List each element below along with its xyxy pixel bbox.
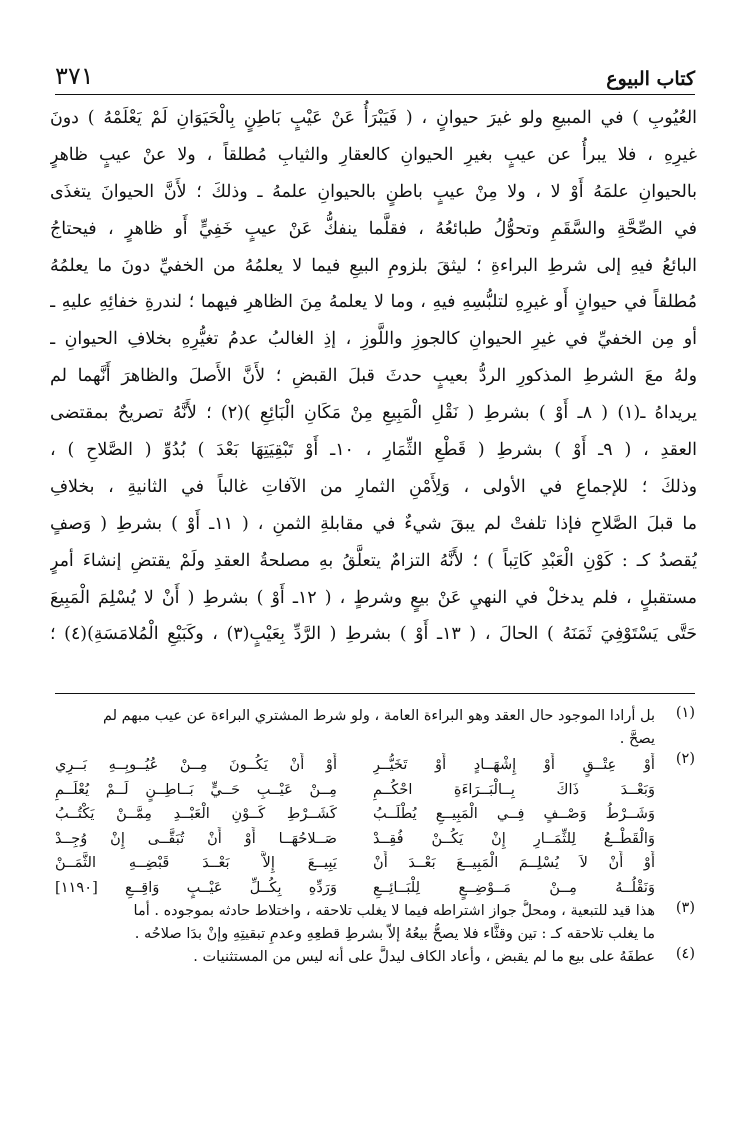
body-line: حَتَّى يَسْتَوْفِيَ ثَمَنَهُ ) الحالَ ، ( ١٣ـ أَوْ ) بشرطِ ( الرَّدِّ بِعَيْبٍ(٣) ، وكَبَيْعِ الْمُلامَسَةِ)(٤) ؛ bbox=[50, 624, 697, 645]
footnote-line: ما يغلب تلاحقه كـ : تين وقثَّاء فلا يصحُّ بيعُهُ إلاَّ بشرطِ قطعِهِ وعدمِ تبقيتِهِ وإنْ بدَا صلاحُه . bbox=[134, 926, 655, 942]
verse-second-hemistich: صَــلاحُهَــا أَوْ أَنْ تُبَقَّــى إِنْ وُجِــدْ bbox=[55, 829, 337, 847]
footnote-line: يصحَّ . bbox=[619, 731, 655, 747]
running-header bbox=[55, 50, 695, 90]
verse-row bbox=[55, 827, 655, 852]
body-line: بالحيوانِ علمَهُ أَوْ لا ، ولا مِنْ عيبٍ باطنٍ بالحيوانِ علمهُ ـ وذلكَ ؛ لأَنَّ الحيوانَ يتغذَى bbox=[50, 181, 697, 202]
body-line: البائعُ فيهِ إلى شرطِ البراءةِ ؛ ليثقَ بلزومِ البيعِ فيما لا يعلمُهُ من الخفيِّ دونَ ما يعلمُهُ bbox=[50, 255, 697, 276]
verse-block bbox=[55, 753, 655, 900]
body-line: العُيُوبِ ) في المبيعِ ولو غيرَ حيوانٍ ، ( فَيَبْرَأُ عَنْ عَيْبٍ بَاطِنٍ بِالْحَيَوَانِ لَمْ يَعْلَمْهُ ) دونَ bbox=[50, 108, 697, 128]
verse-first-hemistich: وَشَــرْطُ وَصْــفٍ فِــي الْمَبِيــعِ يُطْلَــبُ bbox=[373, 805, 655, 822]
chapter-title: كتاب البيوع bbox=[606, 68, 695, 90]
footnote-line: بل أرادا الموجود حال العقد وهو البراءة العامة ، ولو شرط المشتري البراءة عن عيب مبهم لم bbox=[102, 708, 655, 724]
footnote-4 bbox=[55, 946, 695, 969]
body-line: أو مِن الخفيِّ في غيرِ الحيوانِ كالجوزِ واللَّوزِ ، إذِ الغالبُ عدمُ تغيُّرِهِ بخلافِ الحيوانِ ـ bbox=[50, 329, 697, 350]
verse-row bbox=[55, 876, 655, 901]
body-line: غيرِهِ ، فلا يبرأُ عن عيبٍ بغيرِ الحيوانِ كالعقارِ والثيابِ مُطلقاً ، ولا عنْ عيبٍ ظاهرٍ bbox=[50, 144, 697, 165]
footnotes bbox=[55, 705, 695, 969]
body-line: وذلكَ ؛ للإجماعِ في الأولى ، وَلِأَمْنِ الثمارِ من الآفاتِ غالباً في الثانيةِ ، بخلافِ bbox=[50, 476, 697, 497]
footnote-marker: (٤) bbox=[675, 946, 695, 962]
footnote-divider bbox=[55, 693, 695, 694]
verse-first-hemistich: وَنَقْلُــهُ مِــنْ مَــوْضِــعٍ لِلْبَــائِــعِ bbox=[373, 878, 655, 896]
footnote-2 bbox=[55, 751, 695, 900]
body-line: في الصِّحَّةِ والسَّقَمِ وتحوُّلُ طبائعُهُ ، فقلَّما ينفكُّ عَنْ عيبٍ خَفِيٍّ أَو ظاهرٍ ، فيحتاجُ bbox=[50, 218, 697, 239]
body-line: ولهُ معَ الشرطِ المذكورِ الردُّ بعيبٍ حدثَ قبلَ القبضِ ؛ لأَنَّ الأَصلَ والظاهرَ أَنَّهما لم bbox=[50, 366, 697, 387]
verse-second-hemistich: وَرَدِّهِ بِكُــلِّ عَيْــبٍ وَاقِــعِ [١١٩٠] bbox=[55, 878, 337, 896]
verse-row bbox=[55, 778, 655, 803]
verse-first-hemistich: أَوْ أَنْ لاَ يُسْلِــمَ الْمَبِيــعَ بَعْــدَ أَنْ bbox=[373, 854, 655, 871]
verse-second-hemistich: مِــنْ عَيْــبِ حَــيٍّ بَــاطِــنٍ لَــمْ يُعْلَــمِ bbox=[55, 780, 337, 798]
body-line: يُقصدُ كـ : كَوْنِ الْعَبْدِ كَاتِباً ) ؛ لأَنَّهُ التزامٌ يتعلَّقُ بهِ مصلحةُ العقدِ ولَمْ يقتضِ إنشاءَ أمرٍ bbox=[50, 550, 697, 571]
verse-second-hemistich: أَوْ أَنْ يَكُــونَ مِــنْ عُيُــوبِــهِ بَــرِي bbox=[55, 756, 337, 773]
verse-row bbox=[55, 802, 655, 827]
verse-second-hemistich: كَشَــرْطِ كَــوْنِ الْعَبْــدِ مِمَّــنْ يَكْتُــبُ bbox=[55, 805, 337, 822]
body-line: يريداهُ ـ(١) ( ٨ـ أَوْ ) بشرطِ ( نَقْلِ الْمَبِيعِ مِنْ مَكَانِ الْبَائِعِ )(٢) ؛ لأَنَّهُ تصريحٌ بمقتضى bbox=[50, 403, 697, 424]
main-text bbox=[50, 100, 697, 653]
verse-first-hemistich: وَالْقَطْــعُ لِلثِّمَــارِ إِنْ يَكُــنْ فُقِــدْ bbox=[373, 829, 655, 847]
footnote-1 bbox=[55, 705, 695, 751]
verse-first-hemistich: أَوْ عِتْــقٍ أَوْ إِشْهَــادٍ أَوْ تَخَيُّــرِ bbox=[373, 756, 655, 773]
page-number: ٣٧١ bbox=[55, 62, 94, 90]
header-divider bbox=[55, 94, 695, 95]
verse-row bbox=[55, 753, 655, 778]
verse-row bbox=[55, 851, 655, 876]
body-line: مُطلقاً في حيوانٍ أَو غيرِهِ لتلبُّسِهِ فيهِ ، وما لا يعلمهُ مِنَ الظاهرِ فيهما ؛ لندرةِ خفائِهِ عليهِ ـ bbox=[50, 292, 697, 313]
verse-first-hemistich: وَبَعْــدَ ذَاكَ بِــالْبَــرَاءَةِ احْكُــمِ bbox=[373, 780, 655, 798]
footnote-marker: (٢) bbox=[675, 751, 695, 767]
body-line: مستقبلٍ ، فلم يدخلْ في النهيِ عَنْ بيعٍ وشرطٍ ، ( ١٢ـ أَوْ ) بشرطِ ( أَنْ لا يُسْلِمَ الْمَبِيعَ bbox=[50, 587, 697, 608]
body-line: العقدِ ، ( ٩ـ أَوْ ) بشرطِ ( قَطْعِ الثِّمَارِ ، ١٠ـ أَوْ تَبْقِيَتِهَا بَعْدَ ) بُدُوِّ ( الصَّلاحِ ) ، bbox=[50, 440, 697, 461]
footnote-line: هذا قيد للتبعية ، ومحلُّ جواز اشتراطه فيما لا يغلب تلاحقه ، واختلاط حادثه بموجوده . أما bbox=[133, 903, 655, 919]
verse-second-hemistich: يَبِيــعَ إِلاَّ بَعْــدَ قَبْضِــهِ الثَّمَــنْ bbox=[55, 854, 337, 871]
footnote-line: عطفَهُ على بيع ما لم يقبض ، وأعاد الكاف ليدلَّ على أنه ليس من المستثنيات . bbox=[193, 949, 655, 965]
footnote-marker: (٣) bbox=[675, 900, 695, 916]
body-line: ما قبلَ الصَّلاحِ فإذا تلفتْ لم يبقَ شيءٌ في مقابلةِ الثمنِ ، ( ١١ـ أَوْ ) بشرطِ ( وَصفٍ bbox=[50, 513, 697, 534]
footnote-3 bbox=[55, 900, 695, 946]
footnote-marker: (١) bbox=[675, 705, 695, 721]
